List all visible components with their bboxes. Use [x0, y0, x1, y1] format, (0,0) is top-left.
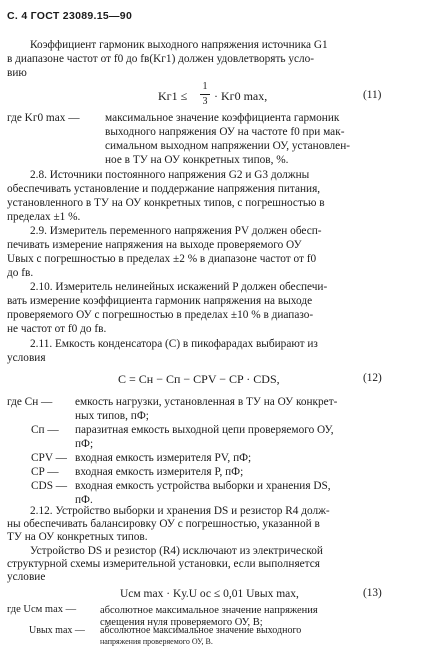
eq11-right: · Kг0 max,	[214, 89, 268, 103]
paragraph-2-12: структурной схемы измерительной установки, если выполняется	[7, 558, 320, 570]
equation-12: C = Cн − Cп − CPV − CP · CDS,	[118, 372, 280, 386]
where-label: где Uсм max —	[7, 604, 77, 615]
paragraph-2-8: обеспечивать установление и поддержание напряжения питания,	[7, 183, 321, 195]
where-label: где Cн —	[7, 396, 53, 408]
where-text: смещения нуля проверяемого ОУ, В;	[100, 617, 263, 628]
paragraph-2-8: установленного в ТУ на ОУ конкретных типов, с погрешностью в	[7, 197, 325, 209]
where-text: емкость нагрузки, установленная в ТУ на ОУ конкрет-	[75, 396, 338, 408]
eq11-numerator: 1	[202, 81, 208, 92]
where-text: входная емкость устройства выборки и хранения DS,	[75, 480, 331, 492]
intro-line: вию	[7, 67, 27, 79]
eq12-number: (12)	[363, 372, 382, 384]
paragraph-2-11: условия	[7, 352, 46, 364]
where-label: CDS —	[31, 480, 68, 492]
paragraph-2-12: ны обеспечивать балансировку ОУ с погрешностью, указанной в	[7, 518, 320, 530]
equation-13: Uсм max · Kу.U ос ≤ 0,01 Uвых max,	[120, 588, 299, 600]
where-text: абсолютное максимальное значение выходного	[100, 625, 302, 636]
eq11-left: Kг1 ≤	[158, 89, 188, 103]
eq11-number: (11)	[363, 89, 382, 101]
paragraph-2-8: пределах ±1 %.	[7, 211, 81, 223]
where-text: паразитная емкость выходной цепи проверяемого ОУ,	[75, 424, 334, 436]
paragraph-2-9: печивать измерение напряжения на выходе проверяемого ОУ	[7, 239, 302, 251]
where-text: входная емкость измерителя PV, пФ;	[75, 452, 252, 464]
paragraph-2-12: ТУ на ОУ конкретных типов.	[7, 531, 148, 543]
paragraph-2-10: вать измерение коэффициента гармоник напряжения на выходе	[7, 295, 313, 307]
where-text: абсолютное максимальное значение напряжения	[100, 605, 318, 616]
paragraph-2-9: 2.9. Измеритель переменного напряжения PV должен обесп-	[30, 225, 322, 237]
where-text: пФ;	[75, 438, 94, 450]
eq13-number: (13)	[363, 587, 382, 599]
paragraph-2-11: 2.11. Емкость конденсатора (C) в пикофарадах выбирают из	[30, 338, 318, 350]
intro-line: Коэффициент гармоник выходного напряжения источника G1	[30, 39, 328, 51]
where-text: максимальное значение коэффициента гармоник	[105, 112, 340, 124]
paragraph-2-10: проверяемого ОУ с погрешностью в пределах ±10 % в диапазо-	[7, 309, 314, 321]
paragraph-2-10: не частот от f0 до fв.	[7, 323, 107, 335]
where-label: CPV —	[31, 452, 67, 464]
page-header: С. 4 ГОСТ 23089.15—90	[7, 10, 133, 22]
paragraph-2-9: Uвых с погрешностью в пределах ±2 % в диапазоне частот от f0	[7, 253, 317, 265]
eq11-denominator: 3	[202, 96, 208, 107]
paragraph-2-10: 2.10. Измеритель нелинейных искажений P должен обеспечи-	[30, 281, 328, 293]
where-text: пФ.	[75, 494, 93, 506]
where-text: ных типов, пФ;	[75, 410, 149, 422]
where-label: где Kг0 max —	[7, 112, 80, 124]
paragraph-2-9: до fв.	[7, 267, 34, 279]
where-label: Cп —	[31, 424, 59, 436]
where-text: входная емкость измерителя P, пФ;	[75, 466, 244, 478]
paragraph-2-8: 2.8. Источники постоянного напряжения G2 и G3 должны	[30, 169, 310, 181]
intro-line: в диапазоне частот от f0 до fв(Kг1) должен удовлетворять усло-	[7, 53, 315, 65]
eq11-fraction-bar	[200, 94, 210, 95]
where-label: CP —	[31, 466, 59, 478]
where-text: ное в ТУ на ОУ конкретных типов, %.	[105, 154, 289, 166]
paragraph-2-12: 2.12. Устройство выборки и хранения DS и резистор R4 долж-	[30, 505, 330, 517]
paragraph-2-12: условие	[7, 571, 46, 583]
paragraph-2-12: Устройство DS и резистор (R4) исключают из электрической	[30, 545, 323, 557]
where-text: симальном выходном напряжении ОУ, установлен-	[105, 140, 351, 152]
where-label: Uвых max —	[29, 625, 85, 636]
where-text: выходного напряжения ОУ на частоте f0 при мак-	[105, 126, 345, 138]
where-text: напряжения проверяемого ОУ, В.	[100, 637, 213, 646]
